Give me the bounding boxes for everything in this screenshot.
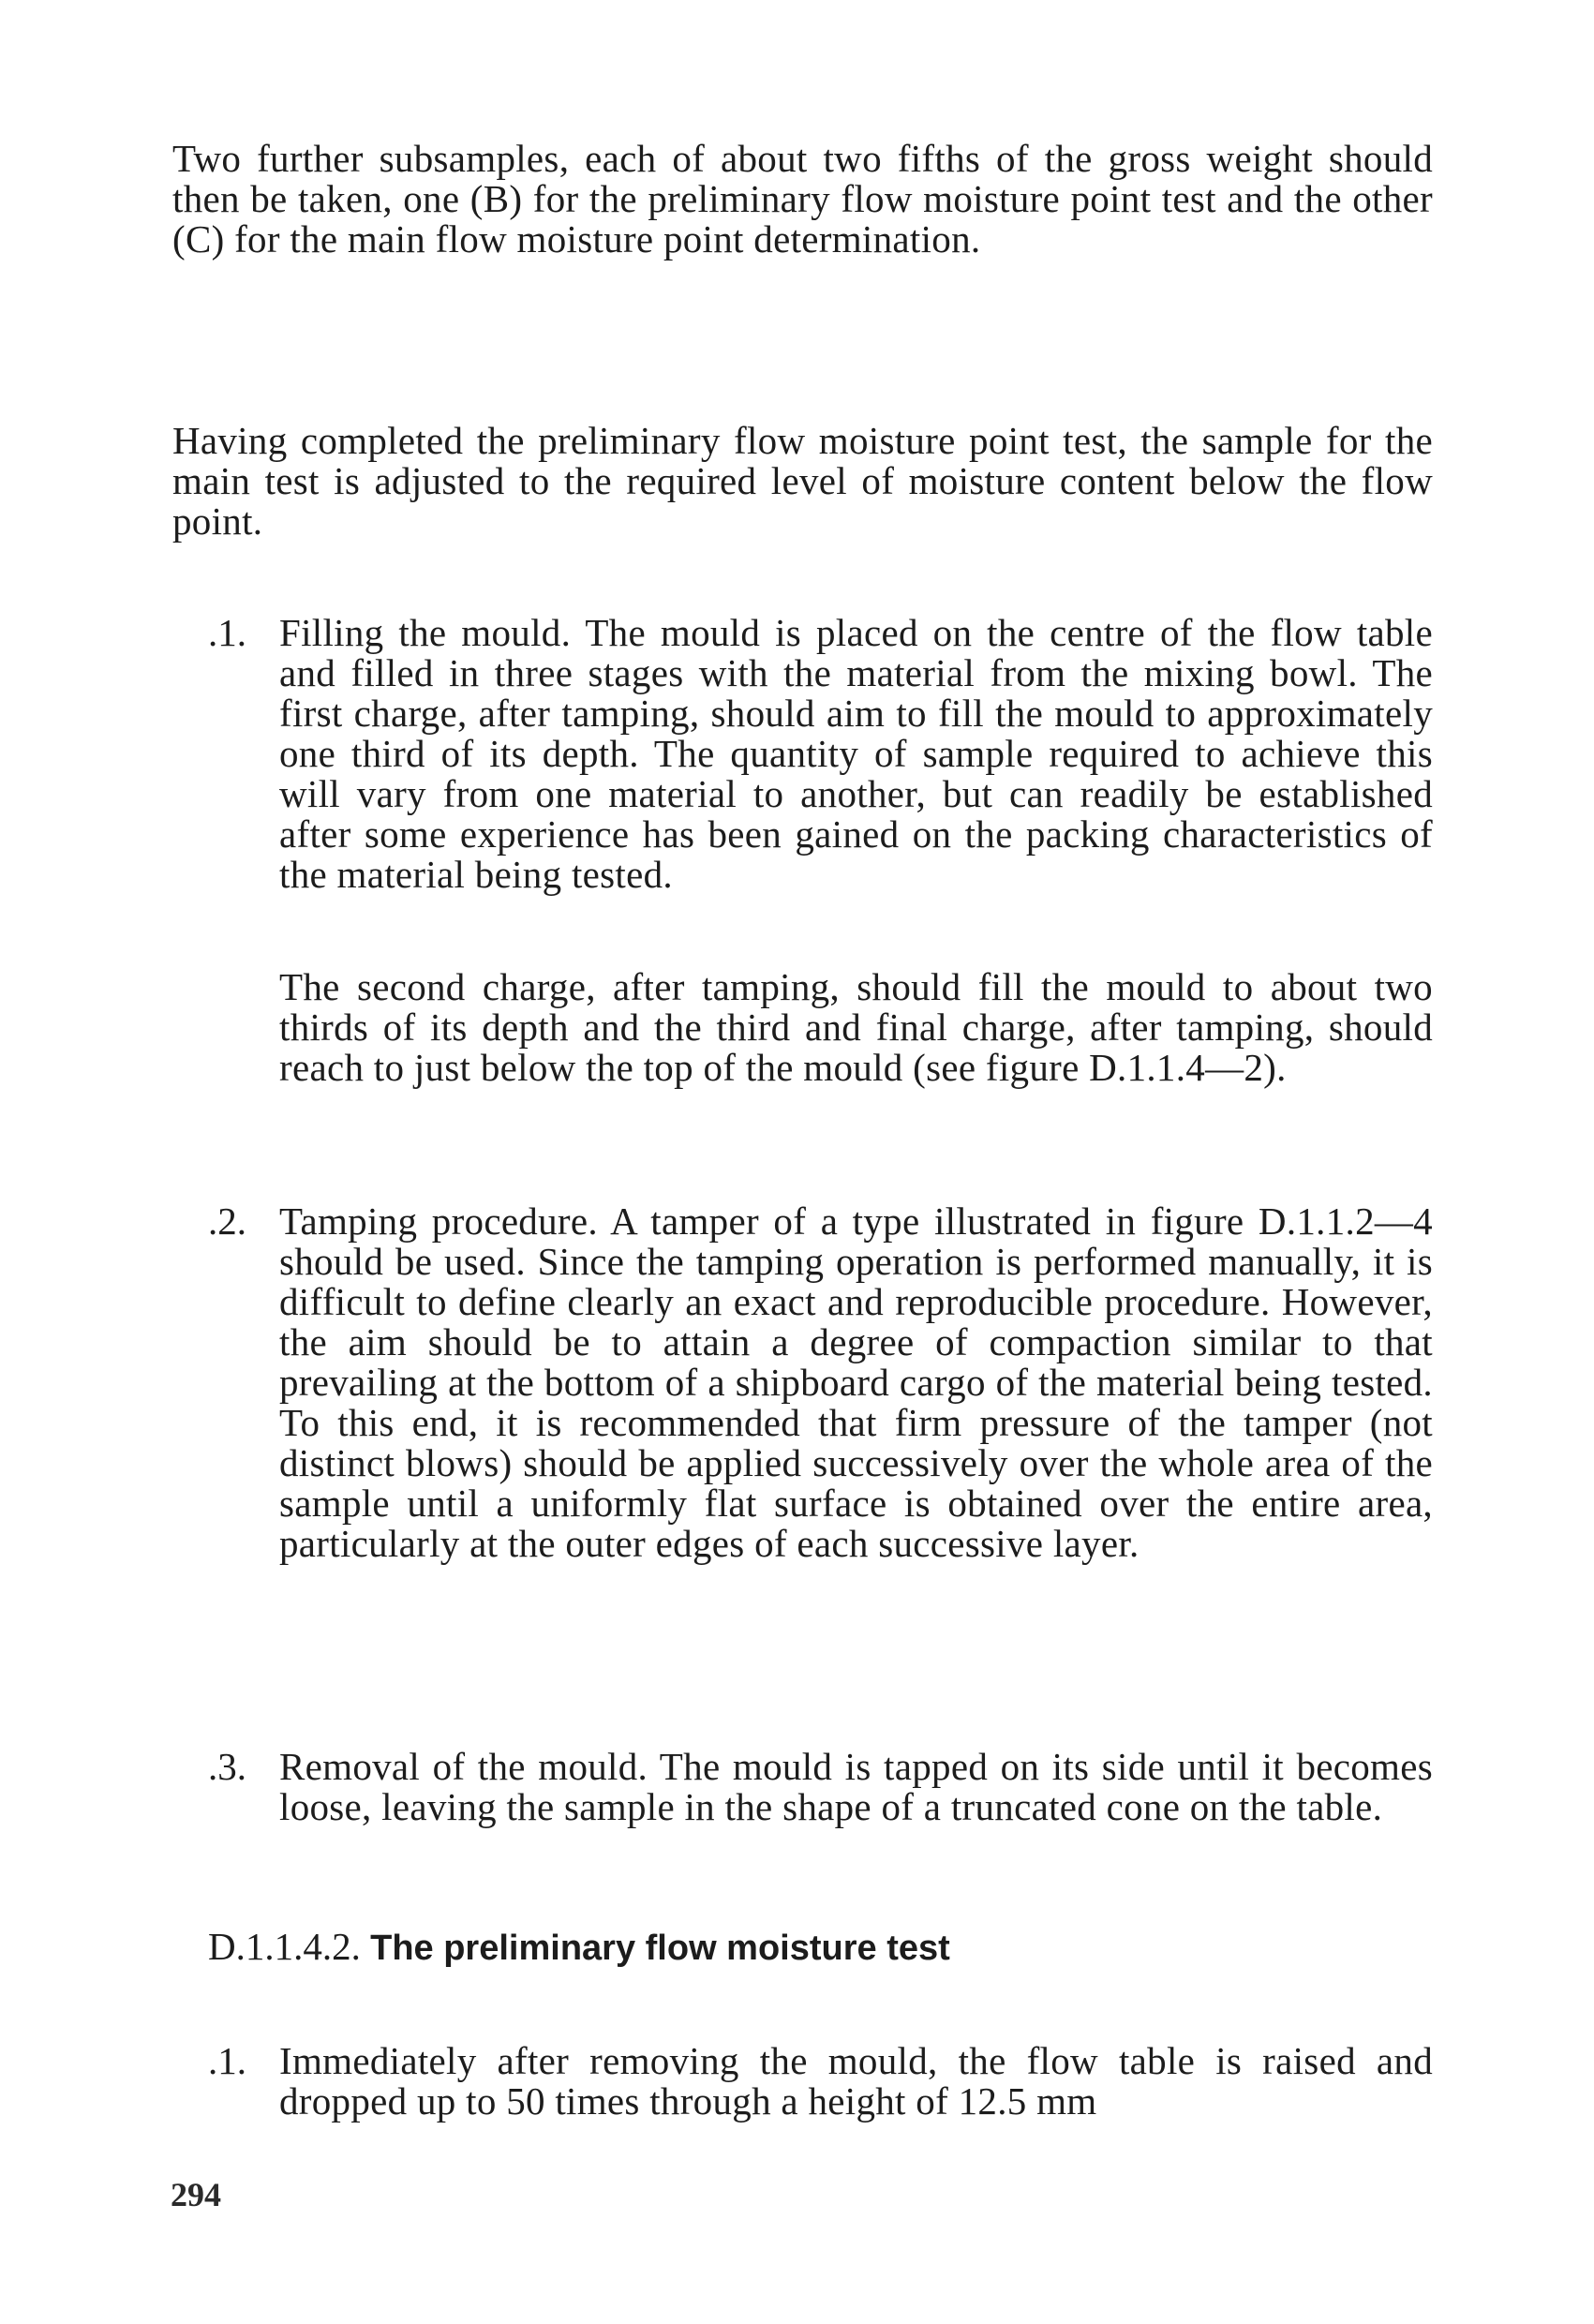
section-title: The preliminary flow moisture test <box>370 1929 950 1968</box>
paragraph-adjustment: Having completed the preliminary flow moisture point test, the sample for the main test is adjusted to the required level of moisture content below the flow point. <box>172 419 1433 543</box>
list-item-number: .2. <box>208 1199 246 1243</box>
paragraph-subsamples: Two further subsamples, each of about two fifths of the gross weight should then be taken, one (B) for the preliminary flow moisture point test and the other (C) for the main flow moisture point determination. <box>172 137 1433 261</box>
list-item-number: .1. <box>208 2039 246 2082</box>
list-item-number: .1. <box>208 611 246 654</box>
list-item-text: Filling the mould. The mould is placed on the centre of the flow table and filled in three stages with the material from the mixing bowl. The first charge, after tamping, should aim to fill the mould to approximately one third of its depth. The quantity of sample required to achieve this will vary from one material to another, but can readily be established after some experience has been gained on the packing characteristics of the material being tested. <box>279 611 1433 896</box>
section-heading <box>208 1927 1426 1969</box>
list-item-text: Tamping procedure. A tamper of a type illustrated in figure D.1.1.2—4 should be used. Since the tamping operation is performed manually, it is difficult to define clearly an exact and reproducible procedure. However, the aim should be to attain a degree of compaction similar to that prevailing at the bottom of a shipboard cargo of the material being tested. To this end, it is recommended that firm pressure of the tamper (not distinct blows) should be applied successively over the whole area of the sample until a uniformly flat surface is obtained over the entire area, particularly at the outer edges of each successive layer. <box>279 1199 1433 1565</box>
list-item-text: Removal of the mould. The mould is tapped on its side until it becomes loose, leaving the sample in the shape of a truncated cone on the table. <box>279 1745 1433 1828</box>
list-item-number: .3. <box>208 1745 246 1788</box>
list-item-text: The second charge, after tamping, should fill the mould to about two thirds of its depth and the third and final charge, after tamping, should reach to just below the top of the mould (see figure D.1.1.4—2). <box>279 965 1433 1089</box>
section-number: D.1.1.4.2. <box>208 1925 371 1968</box>
page-number: 294 <box>171 2176 221 2213</box>
list-item-text: Immediately after removing the mould, the flow table is raised and dropped up to 50 times through a height of 12.5 mm <box>279 2039 1433 2123</box>
